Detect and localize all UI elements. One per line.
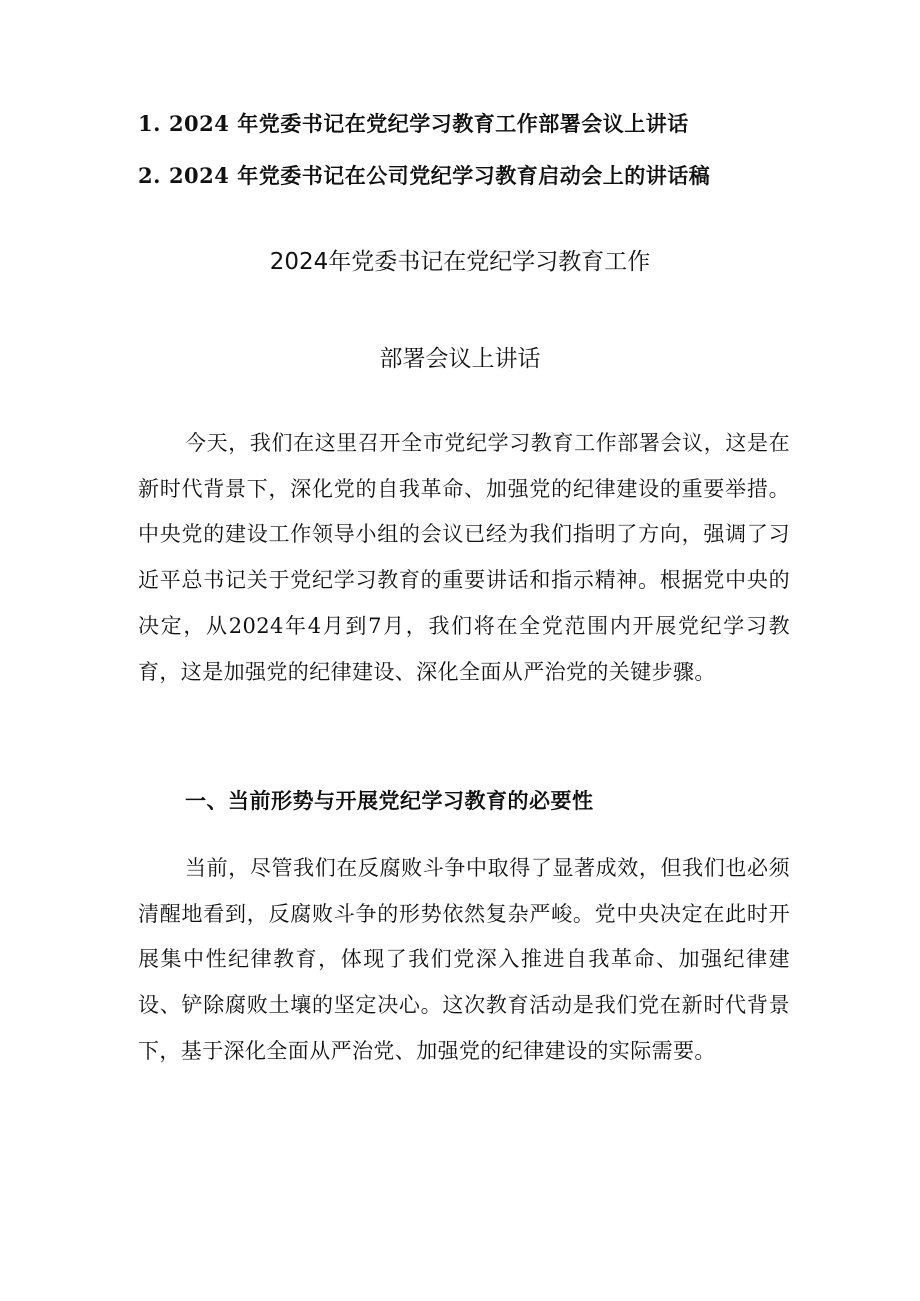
- toc-item-text: 2024 年党委书记在公司党纪学习教育启动会上的讲话稿: [168, 163, 711, 188]
- toc-item-2[interactable]: [138, 162, 838, 190]
- body-paragraph-2: 当前，尽管我们在反腐败斗争中取得了显著成效，但我们也必须清醒地看到，反腐败斗争的形势依然复杂严峻。党中央决定在此时开展集中性纪律教育，体现了我们党深入推进自我革命、加强纪律建设、铲除腐败土壤的坚定决心。这次教育活动是我们党在新时代背景下，基于深化全面从严治党、加强党的纪律建设的实际需要。: [138, 856, 790, 1063]
- document-title-line-2: 部署会议上讲话: [379, 346, 541, 372]
- toc-item-1[interactable]: [138, 110, 838, 138]
- body-paragraph-1: 今天，我们在这里召开全市党纪学习教育工作部署会议，这是在新时代背景下，深化党的自我革命、加强党的纪律建设的重要举措。中央党的建设工作领导小组的会议已经为我们指明了方向，强调了习近平总书记关于党纪学习教育的重要讲话和指示精神。根据党中央的决定，从2024年4月到7月，我们将在全党范围内开展党纪学习教育，这是加强党的纪律建设、深化全面从严治党的关键步骤。: [138, 431, 790, 684]
- section-heading-1: 一、当前形势与开展党纪学习教育的必要性: [185, 788, 594, 813]
- table-of-contents: [138, 110, 838, 214]
- document-title-line-1: 2024年党委书记在党纪学习教育工作: [269, 249, 651, 275]
- toc-item-text: 2024 年党委书记在党纪学习教育工作部署会议上讲话: [168, 111, 689, 136]
- toc-item-number: 2.: [138, 163, 161, 188]
- toc-item-number: 1.: [138, 111, 161, 136]
